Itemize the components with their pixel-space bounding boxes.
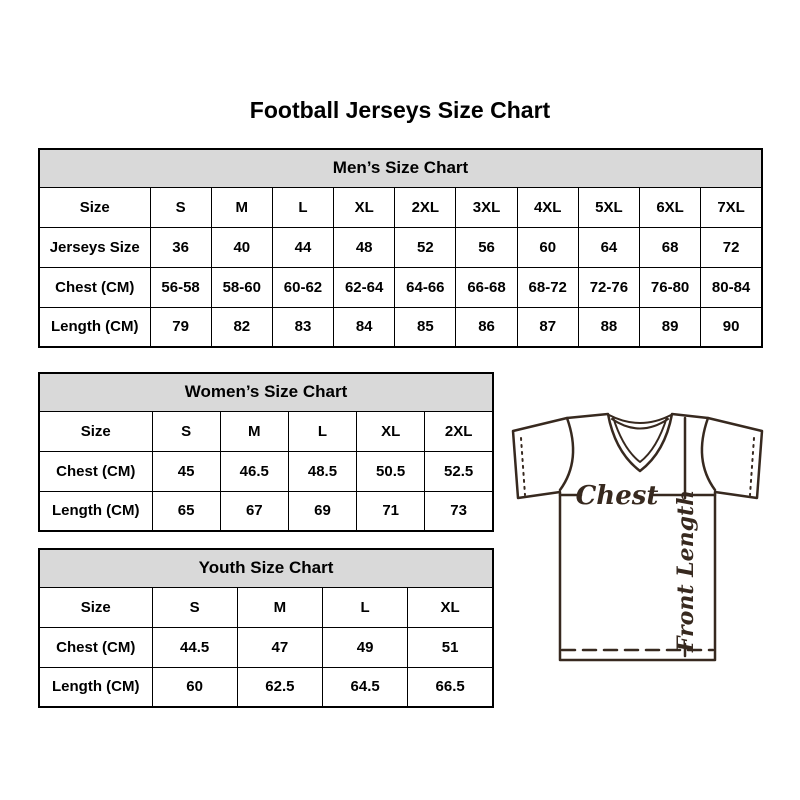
column-header-cell: L (323, 587, 408, 627)
value-cell: 67 (220, 491, 288, 531)
value-cell: 83 (272, 307, 333, 347)
page-title: Football Jerseys Size Chart (249, 97, 551, 123)
youth-size-table (38, 548, 494, 708)
womens-size-table (38, 372, 494, 532)
row-header-cell: Length (CM) (39, 667, 152, 707)
value-cell: 62-64 (334, 267, 395, 307)
value-cell: 86 (456, 307, 517, 347)
value-cell: 60-62 (272, 267, 333, 307)
value-cell: 87 (517, 307, 578, 347)
value-cell: 49 (323, 627, 408, 667)
column-header-cell: L (288, 411, 356, 451)
column-header-cell: 2XL (425, 411, 493, 451)
column-header-cell: 2XL (395, 187, 456, 227)
row-header-cell: Length (CM) (39, 491, 152, 531)
table-row (39, 491, 493, 531)
column-header-cell: M (211, 187, 272, 227)
value-cell: 64.5 (323, 667, 408, 707)
row-header-cell: Chest (CM) (39, 267, 150, 307)
jersey-outline-shape (513, 414, 762, 660)
value-cell: 66.5 (408, 667, 493, 707)
value-cell: 69 (288, 491, 356, 531)
value-cell: 36 (150, 227, 211, 267)
row-header-cell: Length (CM) (39, 307, 150, 347)
table-row (39, 451, 493, 491)
table-title: Youth Size Chart (39, 549, 493, 587)
value-cell: 58-60 (211, 267, 272, 307)
value-cell: 50.5 (357, 451, 425, 491)
value-cell: 85 (395, 307, 456, 347)
value-cell: 52 (395, 227, 456, 267)
table-title: Women’s Size Chart (39, 373, 493, 411)
value-cell: 66-68 (456, 267, 517, 307)
column-header-cell: S (150, 187, 211, 227)
column-header-cell: XL (408, 587, 493, 627)
column-header-cell: 3XL (456, 187, 517, 227)
column-header-cell: 4XL (517, 187, 578, 227)
value-cell: 82 (211, 307, 272, 347)
mens-size-table (38, 148, 763, 348)
row-header-cell: Chest (CM) (39, 451, 152, 491)
column-header-cell: L (272, 187, 333, 227)
row-header-cell: Chest (CM) (39, 627, 152, 667)
table-row (39, 267, 762, 307)
value-cell: 64-66 (395, 267, 456, 307)
column-header-cell: S (152, 587, 237, 627)
table-title-row (39, 549, 493, 587)
value-cell: 48.5 (288, 451, 356, 491)
column-header-cell: S (152, 411, 220, 451)
table-row (39, 587, 493, 627)
value-cell: 65 (152, 491, 220, 531)
value-cell: 60 (152, 667, 237, 707)
value-cell: 71 (357, 491, 425, 531)
column-header-cell: Size (39, 187, 150, 227)
value-cell: 51 (408, 627, 493, 667)
table-title-row (39, 149, 762, 187)
row-header-cell: Jerseys Size (39, 227, 150, 267)
table-title: Men’s Size Chart (39, 149, 762, 187)
value-cell: 90 (701, 307, 762, 347)
value-cell: 40 (211, 227, 272, 267)
value-cell: 73 (425, 491, 493, 531)
value-cell: 45 (152, 451, 220, 491)
chest-label: Chest (575, 481, 659, 511)
value-cell: 76-80 (640, 267, 701, 307)
jersey-measurement-diagram (505, 398, 770, 680)
table-row (39, 307, 762, 347)
value-cell: 46.5 (220, 451, 288, 491)
column-header-cell: M (220, 411, 288, 451)
value-cell: 48 (334, 227, 395, 267)
value-cell: 68-72 (517, 267, 578, 307)
column-header-cell: Size (39, 411, 152, 451)
value-cell: 80-84 (701, 267, 762, 307)
column-header-cell: 5XL (578, 187, 639, 227)
column-header-cell: 7XL (701, 187, 762, 227)
value-cell: 56-58 (150, 267, 211, 307)
value-cell: 72 (701, 227, 762, 267)
value-cell: 44 (272, 227, 333, 267)
value-cell: 62.5 (237, 667, 322, 707)
table-row (39, 627, 493, 667)
value-cell: 44.5 (152, 627, 237, 667)
table-row (39, 411, 493, 451)
value-cell: 64 (578, 227, 639, 267)
table-row (39, 187, 762, 227)
column-header-cell: Size (39, 587, 152, 627)
table-row (39, 227, 762, 267)
column-header-cell: 6XL (640, 187, 701, 227)
value-cell: 88 (578, 307, 639, 347)
value-cell: 72-76 (578, 267, 639, 307)
value-cell: 84 (334, 307, 395, 347)
value-cell: 89 (640, 307, 701, 347)
front-length-label: Front Length (673, 489, 699, 653)
value-cell: 56 (456, 227, 517, 267)
value-cell: 52.5 (425, 451, 493, 491)
table-title-row (39, 373, 493, 411)
column-header-cell: M (237, 587, 322, 627)
column-header-cell: XL (334, 187, 395, 227)
value-cell: 68 (640, 227, 701, 267)
column-header-cell: XL (357, 411, 425, 451)
table-row (39, 667, 493, 707)
value-cell: 60 (517, 227, 578, 267)
value-cell: 47 (237, 627, 322, 667)
value-cell: 79 (150, 307, 211, 347)
